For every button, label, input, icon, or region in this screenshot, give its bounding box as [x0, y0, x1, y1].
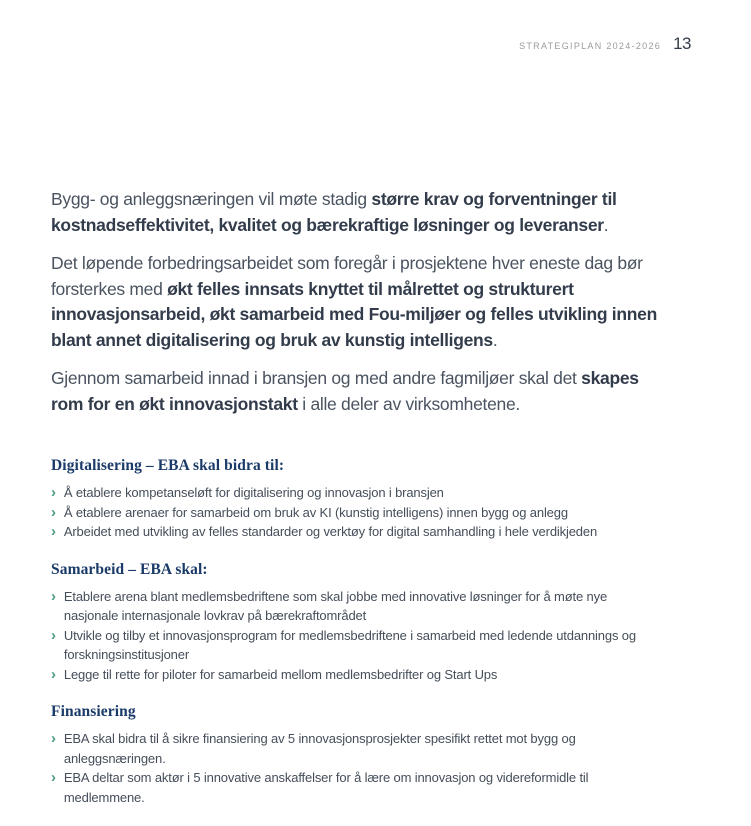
bullet-text: EBA deltar som aktør i 5 innovative anskaffelser for å lære om innovasjon og videreformidle til medlemmene.	[63, 770, 589, 805]
list-item	[51, 768, 661, 807]
list-item	[51, 729, 661, 768]
bullet-text: Arbeidet med utvikling av felles standarder og verktøy for digital samhandling i hele verdikjeden	[63, 524, 598, 539]
bullet-text: EBA skal bidra til å sikre finansiering av 5 innovasjonsprosjekter spesifikt rettet mot bygg og anleggsnæringen.	[63, 731, 576, 766]
page-content	[0, 187, 751, 807]
list-item	[51, 522, 661, 542]
chevron-bullet-icon: ›	[51, 769, 56, 786]
list-item	[51, 665, 661, 685]
chevron-bullet-icon: ›	[51, 730, 56, 747]
chevron-bullet-icon: ›	[51, 626, 56, 644]
section-title: Samarbeid – EBA skal:	[51, 560, 208, 578]
section-title: Finansiering	[51, 703, 136, 720]
section	[51, 703, 661, 807]
paragraph-text: .	[492, 329, 498, 350]
section	[51, 561, 661, 685]
intro-paragraphs	[51, 187, 661, 417]
bullet-text: Å etablere kompetanseløft for digitalisering og innovasjon i bransjen	[63, 485, 444, 500]
chevron-bullet-icon: ›	[51, 665, 56, 683]
bullet-text: Å etablere arenaer for samarbeid om bruk av KI (kunstig intelligens) innen bygg og anlegg	[63, 504, 568, 520]
paragraph-text: Bygg- og anleggsnæringen vil møte stadig	[51, 189, 372, 209]
bullet-list	[51, 587, 661, 685]
paragraph-text: Gjennom samarbeid innad i bransjen og med andre fagmiljøer skal det	[51, 368, 582, 388]
bullet-text: Utvikle og tilby et innovasjonsprogram for medlemsbedriftene i samarbeid med ledende utdannings og forskningsinstitusjoner	[63, 627, 636, 662]
list-item	[51, 626, 661, 665]
bullet-list	[51, 483, 661, 542]
chevron-bullet-icon: ›	[51, 484, 56, 501]
list-item	[51, 503, 661, 523]
paragraph-text: Det løpende forbedringsarbeidet som foregår i prosjektene hver eneste dag bør forsterkes med	[51, 253, 643, 299]
bullet-text: Legge til rette for piloter for samarbeid mellom medlemsbedrifter og Start Ups	[63, 666, 498, 682]
paragraph-bold-text: økt felles innsats knyttet til målrettet og strukturert innovasjonsarbeid, økt samarbeid med Fou-miljøer og felles utvikling innen blant annet digitalisering og bruk av kunstig intelligens	[51, 278, 657, 350]
chevron-bullet-icon: ›	[51, 503, 56, 521]
chevron-bullet-icon: ›	[51, 523, 56, 540]
chevron-bullet-icon: ›	[51, 587, 56, 605]
paragraph-bold-text: større krav og forventninger til kostnadseffektivitet, kvalitet og bærekraftige løsninger og leveranser	[51, 189, 617, 235]
bullet-list	[51, 729, 661, 807]
page-header	[0, 0, 751, 54]
paragraph-bold-text: skapes rom for en økt innovasjonstakt	[51, 368, 639, 414]
bullet-text: Etablere arena blant medlemsbedriftene som skal jobbe med innovative løsninger for å møte nye nasjonale internasjonale lovkrav på bærekraftområdet	[63, 588, 608, 623]
section-title: Digitalisering – EBA skal bidra til:	[51, 457, 285, 474]
section	[51, 457, 661, 542]
paragraph	[51, 251, 661, 353]
paragraph	[51, 187, 661, 238]
paragraph-text: .	[603, 214, 609, 235]
paragraph	[51, 366, 661, 417]
sections	[51, 457, 661, 807]
list-item	[51, 483, 661, 503]
page-number: 13	[673, 34, 691, 53]
paragraph-text: i alle deler av virksomhetene.	[297, 393, 520, 414]
running-title: STRATEGIPLAN 2024-2026	[519, 41, 662, 51]
list-item	[51, 587, 661, 626]
